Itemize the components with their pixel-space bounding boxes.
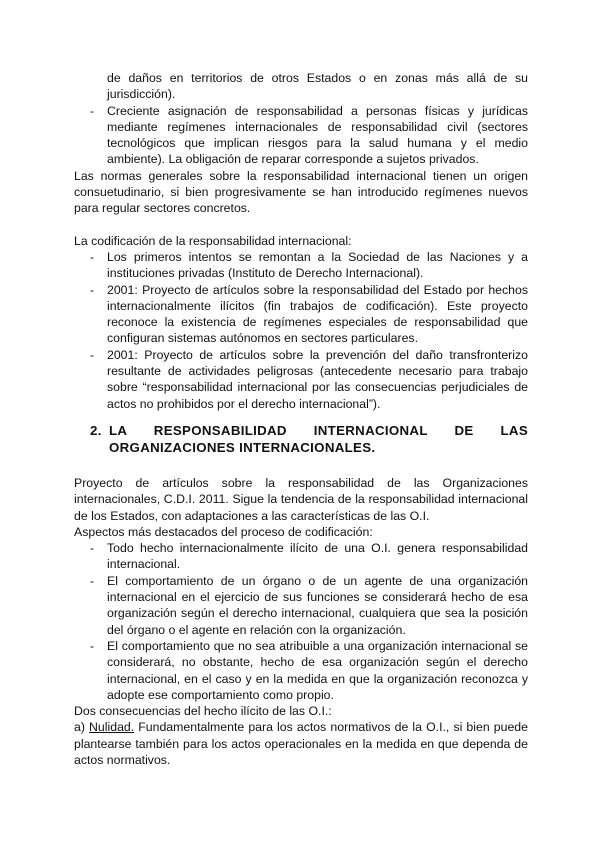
list-item: - El comportamiento de un órgano o de un agente de una organización internacional en el ejercicio de sus funciones se considerará hecho de esa organización según el derecho internacional, cualquiera que sea la posición del órgano o el agente en relación con la organización.: [107, 573, 528, 638]
codification-heading: La codificación de la responsabilidad internacional:: [74, 233, 352, 248]
list-item: - Todo hecho internacionalmente ilícito de una O.I. genera responsabilidad internacional.: [107, 540, 528, 573]
consequence-a-text: Fundamentalmente para los actos normativos de la O.I., si bien puede plantearse también para los actos operacionales en la medida en que dependa de actos normativos.: [74, 720, 528, 767]
section-number: 2.: [90, 422, 102, 438]
list-item: - 2001: Proyecto de artículos sobre la responsabilidad del Estado por hechos internacionalmente ilícitos (fin trabajos de codificación). Este proyecto reconoce la existencia de regímenes especiales de responsabilidad que configuran sistemas autónomos en sectores particulares.: [107, 282, 528, 347]
list-item: - 2001: Proyecto de artículos sobre la prevención del daño transfronterizo resultante de actividades peligrosas (antecedente necesario para trabajo sobre “responsabilidad internacional por las consecuencias perjudiciales de actos no prohibidos por el derecho internacional”).: [107, 347, 528, 412]
document-page: [74, 70, 528, 768]
codification-bullet-list: [74, 249, 528, 412]
aspects-heading: Aspectos más destacados del proceso de codificación:: [74, 524, 373, 539]
aspects-bullet-list: [74, 540, 528, 703]
consequence-a-paragraph: [74, 719, 528, 768]
consequences-heading: Dos consecuencias del hecho ilícito de las O.I.:: [74, 704, 332, 719]
blank-line: [74, 217, 528, 233]
project-paragraph: Proyecto de artículos sobre la responsabilidad de las Organizaciones internacionales, C.D.I. 2011. Sigue la tendencia de la responsabilidad internacional de los Estados, con adaptaciones a las características de las O.I.: [74, 475, 528, 523]
blank-line: [74, 457, 528, 475]
general-norms-paragraph: Las normas generales sobre la responsabilidad internacional tienen un origen consuetudinario, si bien progresivamente se han introducido regímenes nuevos para regular sectores concretos.: [74, 168, 528, 216]
section-2-heading: [74, 422, 528, 457]
list-item: - Los primeros intentos se remontan a la Sociedad de las Naciones y a instituciones privadas (Instituto de Derecho Internacional).: [107, 249, 528, 282]
list-item: - Creciente asignación de responsabilidad a personas físicas y jurídicas mediante regímenes internacionales de responsabilidad civil (sectores tecnológicos que implican riesgos para la salud humana y el medio ambiente). La obligación de reparar corresponde a sujetos privados.: [107, 103, 528, 168]
consequence-a-prefix: a): [74, 720, 85, 735]
consequence-a-term: Nulidad.: [89, 720, 135, 735]
intro-bullet-list: [74, 103, 528, 168]
section-title-line-2: ORGANIZACIONES INTERNACIONALES.: [109, 440, 376, 456]
intro-continuation: de daños en territorios de otros Estados o en zonas más allá de su jurisdicción).: [107, 71, 528, 102]
list-item: - El comportamiento que no sea atribuible a una organización internacional se considerará, no obstante, hecho de esa organización según el derecho internacional, en el caso y en la medida en que la organización reconozca y adopte ese comportamiento como propio.: [107, 638, 528, 703]
section-title-line-1: LA RESPONSABILIDAD INTERNACIONAL DE LAS: [109, 422, 528, 438]
